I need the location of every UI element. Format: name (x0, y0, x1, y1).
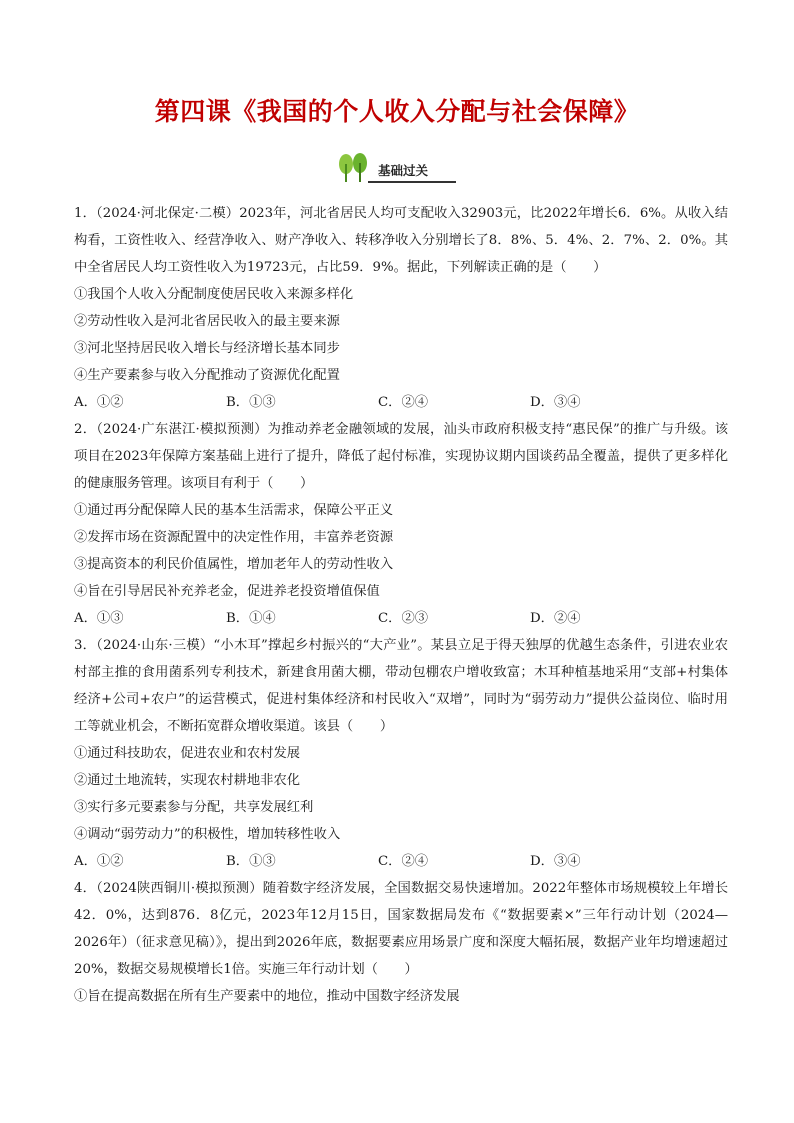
question-3 (74, 632, 728, 875)
page-title: 第四课《我国的个人收入分配与社会保障》 (154, 97, 640, 126)
section-header (336, 152, 456, 184)
statement-item: ③提高资本的利民价值属性，增加老年人的劳动性收入 (74, 557, 394, 572)
question-stem: 4．（2024陕西铜川·模拟预测）随着数字经济发展，全国数据交易快速增加。2022年整体市场规模较上年增长42．0%，达到876．8亿元，2023年12月15日，国家数据局发布《“数据要素×”三年行动计划（2024—2026年）（征求意见稿）》，提出到2026年底，数据要素应用场景广度和深度大幅拓展，数据产业年均增速超过20%，数据交易规模增长1倍。实施三年行动计划（ ） (74, 881, 728, 977)
statement-item: ①通过科技助农，促进农业和农村发展 (74, 746, 301, 761)
statement-item: ①通过再分配保障人民的基本生活需求，保障公平正义 (74, 503, 394, 518)
option-d[interactable]: D．③④ (530, 854, 581, 869)
statement-item: ②通过土地流转，实现农村耕地非农化 (74, 773, 301, 788)
statement-item: ④旨在引导居民补充养老金，促进养老投资增值保值 (74, 584, 380, 599)
option-c[interactable]: C．②③ (378, 611, 429, 626)
question-stem: 2．（2024·广东湛江·模拟预测）为推动养老金融领域的发展，汕头市政府积极支持“惠民保”的推广与升级。该项目在2023年保障方案基础上进行了提升，降低了起付标准，实现协议期内国谈药品全覆盖，提供了更多样化的健康服务管理。该项目有利于（ ） (74, 422, 728, 491)
statement-item: ③实行多元要素参与分配，共享发展红利 (74, 800, 314, 815)
answer-options (74, 605, 728, 632)
question-stem: 1．（2024·河北保定·二模）2023年，河北省居民人均可支配收入32903元，比2022年增长6．6%。从收入结构看，工资性收入、经营净收入、财产净收入、转移净收入分别增长了8．8%、5．4%、2．7%、2．0%。其中全省居民人均工资性收入为19723元，占比59．9%。据此，下列解读正确的是（ ） (74, 206, 728, 275)
statement-item: ④生产要素参与收入分配推动了资源优化配置 (74, 368, 340, 383)
option-b[interactable]: B．①④ (226, 611, 276, 626)
statement-item: ③河北坚持居民收入增长与经济增长基本同步 (74, 341, 340, 356)
question-list (74, 200, 728, 1010)
question-1 (74, 200, 728, 416)
tree-leaves-icon (336, 152, 372, 184)
question-4 (74, 875, 728, 1010)
statement-item: ④调动“弱劳动力”的积极性，增加转移性收入 (74, 827, 341, 842)
statement-item: ①我国个人收入分配制度使居民收入来源多样化 (74, 287, 354, 302)
option-c[interactable]: C．②④ (378, 854, 429, 869)
answer-options (74, 848, 728, 875)
option-a[interactable]: A．①② (74, 854, 124, 869)
option-d[interactable]: D．③④ (530, 395, 581, 410)
option-d[interactable]: D．②④ (530, 611, 581, 626)
statement-item: ②发挥市场在资源配置中的决定性作用，丰富养老资源 (74, 530, 394, 545)
option-c[interactable]: C．②④ (378, 395, 429, 410)
statement-item: ②劳动性收入是河北省居民收入的最主要来源 (74, 314, 340, 329)
option-b[interactable]: B．①③ (226, 395, 276, 410)
answer-options (74, 389, 728, 416)
statement-item: ①旨在提高数据在所有生产要素中的地位，推动中国数字经济发展 (74, 989, 460, 1004)
option-b[interactable]: B．①③ (226, 854, 276, 869)
question-2 (74, 416, 728, 632)
option-a[interactable]: A．①③ (74, 611, 124, 626)
section-underline (368, 181, 456, 183)
section-label: 基础过关 (378, 163, 429, 178)
question-stem: 3．（2024·山东·三模）“小木耳”撑起乡村振兴的“大产业”。某县立足于得天独厚的优越生态条件，引进农业农村部主推的食用菌系列专利技术，新建食用菌大棚，带动包棚农户增收致富；木耳种植基地采用“支部+村集体经济+公司+农户”的运营模式，促进村集体经济和村民收入“双增”，同时为“弱劳动力”提供公益岗位、临时用工等就业机会，不断拓宽群众增收渠道。该县（ ） (74, 638, 728, 734)
option-a[interactable]: A．①② (74, 395, 124, 410)
